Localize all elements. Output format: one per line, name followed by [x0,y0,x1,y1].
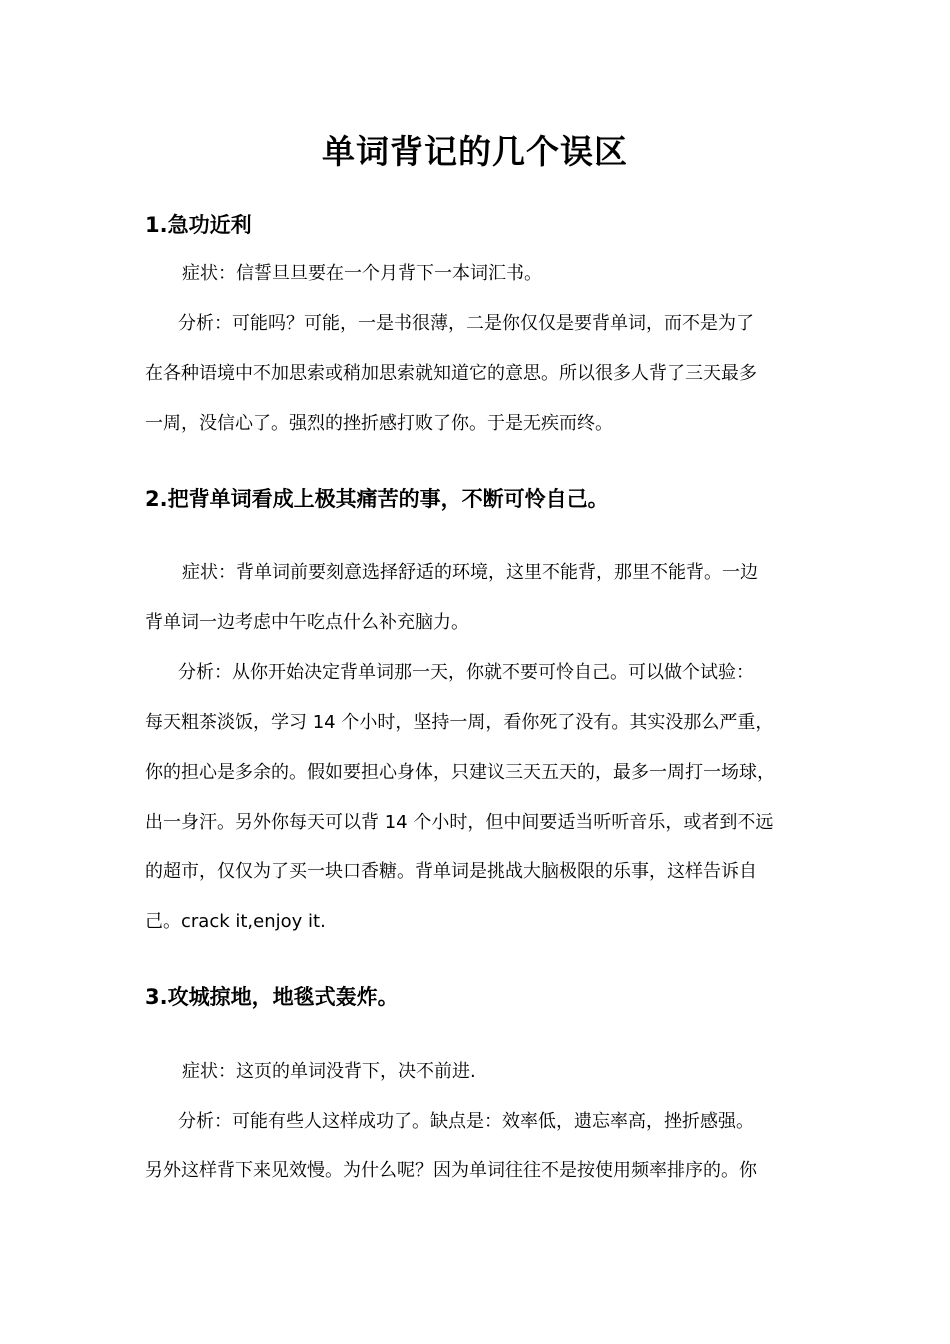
section-2-analysis-line-5: 的超市，仅仅为了买一块口香糖。背单词是挑战大脑极限的乐事，这样告诉自 [145,861,757,882]
section-1-analysis-line-3: 一周，没信心了。强烈的挫折感打败了你。于是无疾而终。 [145,413,613,434]
section-2-symptom-line-2: 背单词一边考虑中午吃点什么补充脑力。 [145,612,469,633]
section-3-analysis-line-1: 分析：可能有些人这样成功了。缺点是：效率低，遗忘率高，挫折感强。 [178,1111,754,1132]
section-2-analysis-line-3: 你的担心是多余的。假如要担心身体，只建议三天五天的，最多一周打一场球， [145,762,775,783]
section-2-analysis-line-6: 己。crack it,enjoy it. [145,911,326,932]
section-2-analysis-line-1: 分析：从你开始决定背单词那一天，你就不要可怜自己。可以做个试验： [178,662,754,683]
section-heading-1: 1.急功近利 [145,213,252,237]
section-3-symptom: 症状：这页的单词没背下，决不前进. [182,1061,476,1082]
section-2-analysis-line-2: 每天粗茶淡饭，学习 14 个小时，坚持一周，看你死了没有。其实没那么严重， [145,712,774,733]
section-2-analysis-line-4: 出一身汗。另外你每天可以背 14 个小时，但中间要适当听听音乐，或者到不远 [145,812,774,833]
section-1-analysis-line-1: 分析：可能吗？可能，一是书很薄，二是你仅仅是要背单词，而不是为了 [178,313,754,334]
section-3-analysis-line-2: 另外这样背下来见效慢。为什么呢？因为单词往往不是按使用频率排序的。你 [145,1160,757,1181]
section-1-analysis-line-2: 在各种语境中不加思索或稍加思索就知道它的意思。所以很多人背了三天最多 [145,363,757,384]
section-heading-2: 2.把背单词看成上极其痛苦的事，不断可怜自己。 [145,487,609,511]
document-title: 单词背记的几个误区 [322,132,628,171]
section-1-symptom: 症状：信誓旦旦要在一个月背下一本词汇书。 [182,263,542,284]
section-2-symptom-line-1: 症状：背单词前要刻意选择舒适的环境，这里不能背，那里不能背。一边 [182,562,758,583]
section-heading-3: 3.攻城掠地，地毯式轰炸。 [145,985,399,1009]
